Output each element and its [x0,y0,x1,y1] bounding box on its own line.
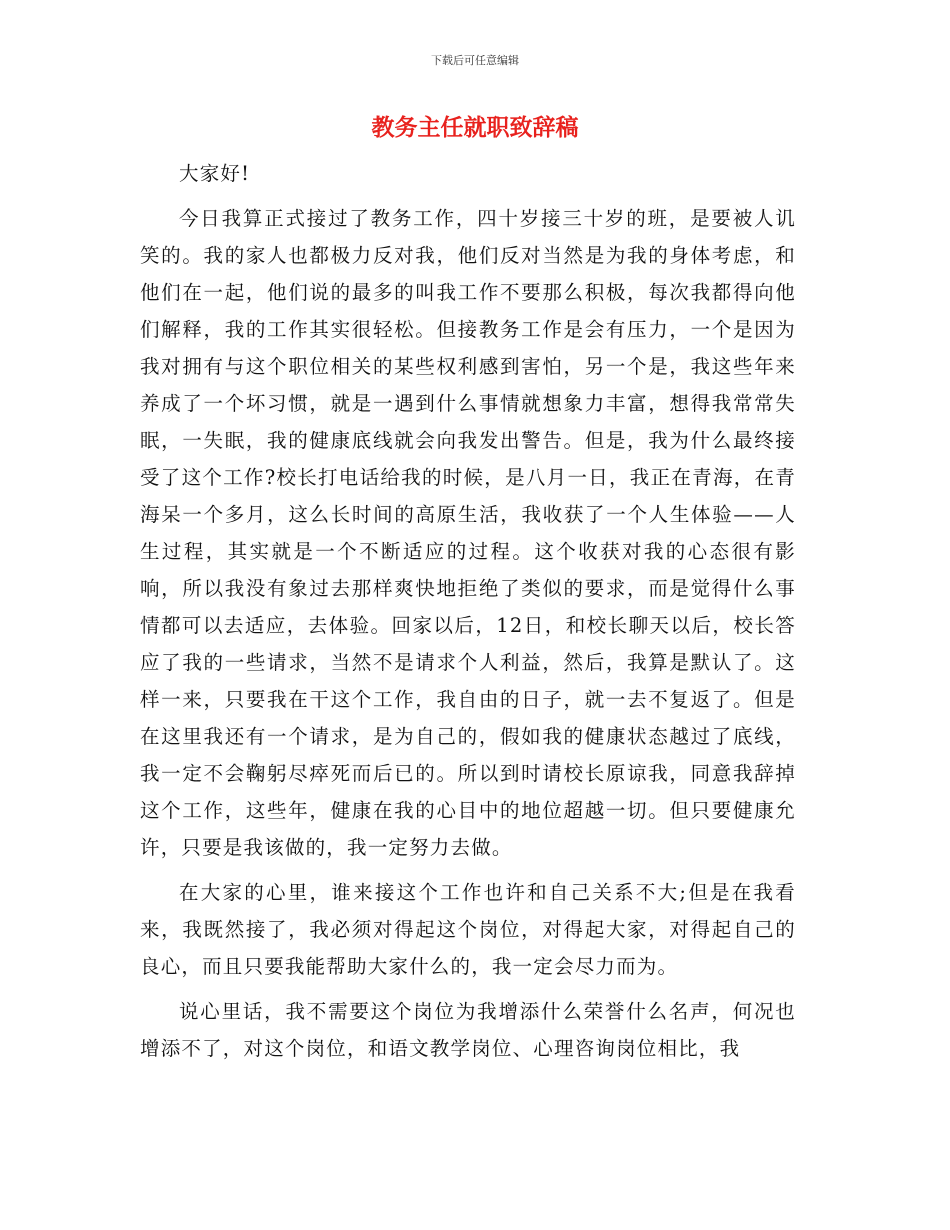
paragraph-honesty: 说心里话，我不需要这个岗位为我增添什么荣誉什么名声，何况也增添不了，对这个岗位，和语文教学岗位、心理咨询岗位相比，我 [140,1000,796,1060]
page-header-note: 下载后可任意编辑 [431,54,519,67]
paragraph-main: 今日我算正式接过了教务工作，四十岁接三十岁的班，是要被人讥笑的。我的家人也都极力反对我，他们反对当然是为我的身体考虑，和他们在一起，他们说的最多的叫我工作不要那么积极，每次我都得向他们解释，我的工作其实很轻松。但接教务工作是会有压力，一个是因为我对拥有与这个职位相关的某些权利感到害怕，另一个是，我这些年来养成了一个坏习惯，就是一遇到什么事情就想象力丰富，想得我常常失眠，一失眠，我的健康底线就会向我发出警告。但是，我为什么最终接受了这个工作?校长打电话给我的时候，是八月一日，我正在青海，在青海呆一个多月，这么长时间的高原生活，我收获了一个人生体验——人生过程，其实就是一个不断适应的过程。这个收获对我的心态很有影响，所以我没有象过去那样爽快地拒绝了类似的要求，而是觉得什么事情都可以去适应，去体验。回家以后，12日，和校长聊天以后，校长答应了我的一些请求，当然不是请求个人利益，然后，我算是默认了。这样一来，只要我在干这个工作，我自由的日子，就一去不复返了。但是在这里我还有一个请求，是为自己的，假如我的健康状态越过了底线，我一定不会鞠躬尽瘁死而后已的。所以到时请校长原谅我，同意我辞掉这个工作，这些年，健康在我的心目中的地位超越一切。但只要健康允许，只要是我该做的，我一定努力去做。 [140,207,796,859]
document-body [140,155,796,1075]
document-title: 教务主任就职致辞稿 [371,114,579,141]
paragraph-greeting: 大家好! [179,162,251,185]
paragraph-commitment: 在大家的心里，谁来接这个工作也许和自己关系不大;但是在我看来，我既然接了，我必须对得起这个岗位，对得起大家，对得起自己的良心，而且只要我能帮助大家什么的，我一定会尽力而为。 [140,881,796,978]
